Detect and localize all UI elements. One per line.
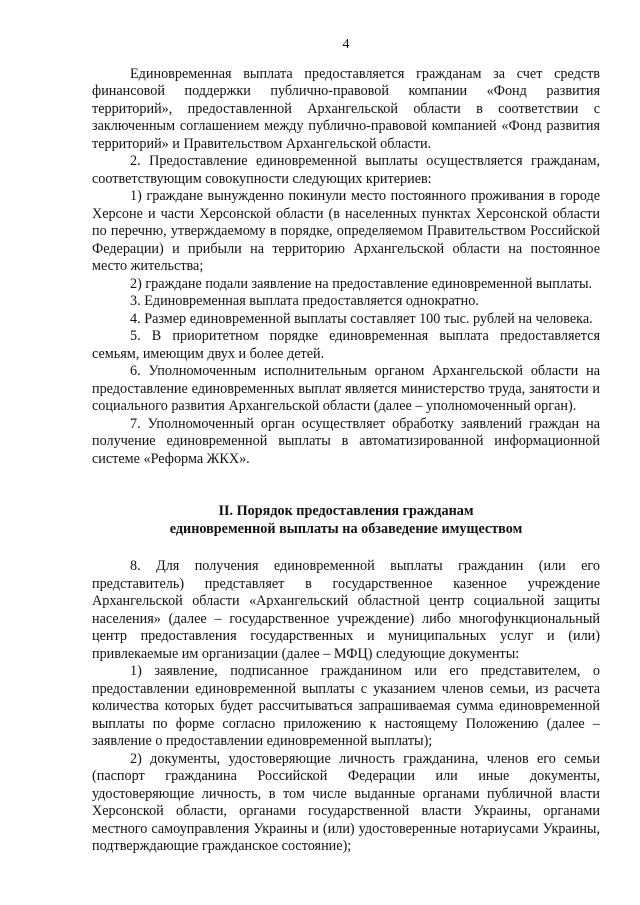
paragraph-2-item-1: 1) граждане вынужденно покинули место постоянного проживания в городе Херсоне и части Херсонской области (в населенных пунктах Херсонской области по перечню, утверждаемому в порядке, определяемом Правительством Российской Федерации) и прибыли на территорию Архангельской области на постоянное место жительства;: [92, 188, 600, 274]
paragraph-3: 3. Единовременная выплата предоставляется однократно.: [130, 293, 479, 309]
section-heading-line-1: II. Порядок предоставления гражданам: [218, 503, 474, 519]
page-number: 4: [342, 37, 350, 52]
paragraph-6: 6. Уполномоченным исполнительным органом Архангельской области на предоставление единовременных выплат является министерство труда, занятости и социального развития Архангельской области (далее – уполномоченный орган).: [92, 363, 600, 414]
section-heading-line-2: единовременной выплаты на обзаведение имуществом: [169, 521, 523, 537]
section-heading: [92, 502, 600, 538]
paragraph-8-item-1: 1) заявление, подписанное гражданином или его представителем, о предоставлении единовременной выплаты с указанием членов семьи, из расчета количества которых будет рассчитываться запрашиваемая сумма единовременной выплаты по форме согласно приложению к настоящему Положению (далее – заявление о предоставлении единовременной выплаты);: [92, 663, 600, 749]
paragraph-8: 8. Для получения единовременной выплаты гражданин (или его представитель) представляет в государственное казенное учреждение Архангельской области «Архангельский областной центр социальной защиты населения» (далее – государственное учреждение) либо многофункциональный центр предоставления государственных и муниципальных услуг и (или) привлекаемые им организации (далее – МФЦ) следующие документы:: [92, 558, 600, 662]
paragraph-2: 2. Предоставление единовременной выплаты осуществляется гражданам, соответствующим совокупности следующих критериев:: [92, 153, 600, 187]
paragraph-7: 7. Уполномоченный орган осуществляет обработку заявлений граждан на получение единовременной выплаты в автоматизированной информационной системе «Реформа ЖКХ».: [92, 415, 600, 467]
paragraph-4: 4. Размер единовременной выплаты составляет 100 тыс. рублей на человека.: [130, 310, 593, 327]
paragraph-2-item-2: 2) граждане подали заявление на предоставление единовременной выплаты.: [130, 275, 593, 292]
paragraph-intro: Единовременная выплата предоставляется гражданам за счет средств финансовой поддержки публично-правовой компании «Фонд развития территорий», предоставленной Архангельской области в соответствии с заключенным соглашением между публично-правовой компанией «Фонд развития территорий» и Правительством Архангельской области.: [92, 65, 600, 152]
paragraph-5: 5. В приоритетном порядке единовременная выплата предоставляется семьям, имеющим двух и более детей.: [92, 328, 600, 362]
paragraph-8-item-2: 2) документы, удостоверяющие личность гражданина, членов его семьи (паспорт гражданина Российской Федерации или иные документы, удостоверяющие личность, в том числе выданные органами публичной власти Херсонской области, органами государственной власти Украины, органами местного самоуправления Украины и (или) удостоверенные нотариусами Украины, подтверждающие гражданское состояние);: [92, 750, 600, 854]
